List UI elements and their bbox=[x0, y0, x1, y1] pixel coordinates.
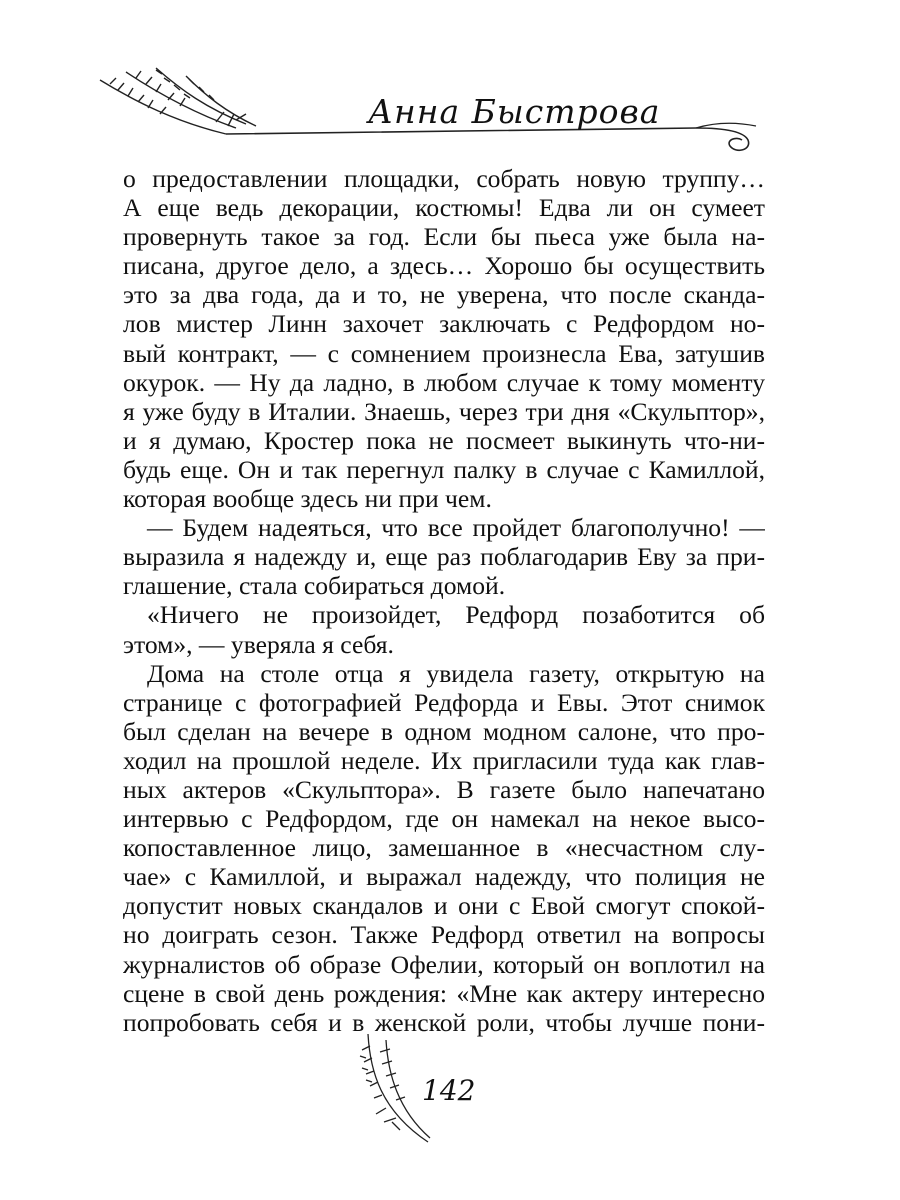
text-line: — Будем надеяться, что все пройдет благополучно! — bbox=[147, 513, 765, 543]
text-line: провернуть такое за год. Если бы пьеса уже была на- bbox=[123, 222, 765, 252]
text-line: глашение, стала собираться домой. bbox=[123, 571, 506, 601]
text-line: вый контракт, — с сомнением произнесла Ева, затушив bbox=[123, 338, 765, 368]
running-header bbox=[96, 62, 776, 162]
text-line: этом», — уверяла я себя. bbox=[123, 629, 394, 659]
author-name: Анна Быстрова bbox=[368, 92, 661, 131]
text-line: и я думаю, Кростер пока не посмеет выкинуть что-ни- bbox=[123, 425, 765, 455]
text-line: Дома на столе отца я увидела газету, открытую на bbox=[147, 658, 765, 688]
text-line: ходил на прошлой неделе. Их пригласили туда как глав- bbox=[123, 745, 765, 775]
text-line: допустит новых скандалов и они с Евой смогут спокой- bbox=[123, 891, 765, 921]
page-footer bbox=[350, 1030, 550, 1150]
text-line: это за два года, да и то, не уверена, что после сканда- bbox=[123, 280, 765, 310]
text-line: странице с фотографией Редфорда и Евы. Этот снимок bbox=[123, 687, 765, 717]
text-line: попробовать себя и в женской роли, чтобы лучше пони- bbox=[123, 1007, 765, 1037]
text-line: А еще ведь декорации, костюмы! Едва ли он сумеет bbox=[123, 193, 765, 223]
text-line: ных актеров «Скульптора». В газете было напечатано bbox=[123, 774, 765, 804]
text-line: сцене в свой день рождения: «Мне как актеру интересно bbox=[123, 978, 765, 1008]
body-text bbox=[123, 164, 765, 1037]
text-line: «Ничего не произойдет, Редфорд позаботится об bbox=[147, 600, 765, 630]
text-line: писана, другое дело, а здесь… Хорошо бы осуществить bbox=[123, 251, 765, 281]
text-line: но доиграть сезон. Также Редфорд ответил на вопросы bbox=[123, 920, 765, 950]
text-line: журналистов об образе Офелии, который он воплотил на bbox=[123, 949, 765, 979]
text-line: я уже буду в Италии. Знаешь, через три дня «Скульптор», bbox=[123, 396, 765, 426]
text-line: был сделан на вечере в одном модном салоне, что про- bbox=[123, 716, 765, 746]
text-line: лов мистер Линн захочет заключать с Редфордом но- bbox=[123, 309, 765, 339]
text-line: чае» с Камиллой, и выражал надежду, что полиция не bbox=[123, 862, 765, 892]
text-line: окурок. — Ну да ладно, в любом случае к тому моменту bbox=[123, 367, 765, 397]
text-line: копоставленное лицо, замешанное в «несчастном слу- bbox=[123, 833, 765, 863]
text-line: будь еще. Он и так перегнул палку в случае с Камиллой, bbox=[123, 454, 765, 484]
text-line: которая вообще здесь ни при чем. bbox=[123, 484, 492, 514]
text-line: о предоставлении площадки, собрать новую труппу… bbox=[123, 164, 765, 193]
text-line: выразила я надежду и, еще раз поблагодарив Еву за при- bbox=[123, 542, 765, 572]
page-number: 142 bbox=[422, 1074, 476, 1107]
text-line: интервью с Редфордом, где он намекал на некое высо- bbox=[123, 804, 765, 834]
